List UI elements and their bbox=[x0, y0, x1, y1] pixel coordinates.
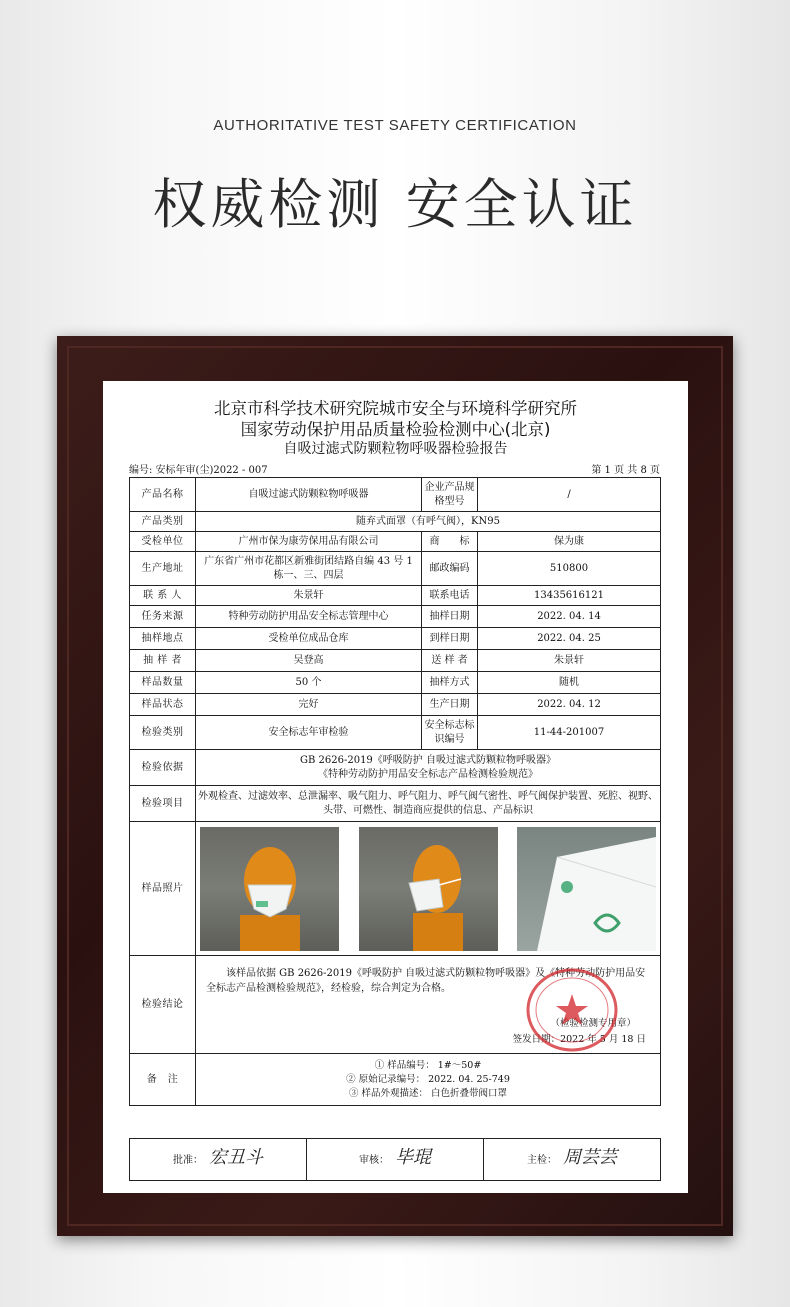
note-line: ③ 样品外观描述： 白色折叠带阀口罩 bbox=[348, 1087, 508, 1099]
conclusion-text: 该样品依据 GB 2626-2019《呼吸防护 自吸过滤式防颗粒物呼吸器》及《特种劳动防护用品安全标志产品检测检验规范》，经检验，综合判定为合格。 bbox=[206, 968, 646, 994]
cell-label: 安全标志标识编号 bbox=[422, 716, 478, 750]
cell-label: 抽样日期 bbox=[422, 606, 478, 628]
cell-label: 联系电话 bbox=[422, 586, 478, 606]
test-report-document bbox=[103, 381, 688, 1193]
cell-label: 抽样地点 bbox=[130, 628, 196, 650]
cell-value: 朱景轩 bbox=[478, 650, 661, 672]
cell-label: 到样日期 bbox=[422, 628, 478, 650]
cell-label: 样品照片 bbox=[130, 822, 196, 956]
stamp-note: （检验检测专用章） bbox=[550, 1018, 636, 1029]
cell-label: 检验依据 bbox=[130, 750, 196, 786]
cell-label: 商 标 bbox=[422, 532, 478, 552]
inspect-signature: 周芸芸 bbox=[563, 1147, 617, 1168]
basis-line: 《特种劳动防护用品安全标志产品检测检验规范》 bbox=[318, 768, 538, 780]
cell-label: 检验类别 bbox=[130, 716, 196, 750]
cell-label: 受检单位 bbox=[130, 532, 196, 552]
inspect-label: 主检： bbox=[527, 1155, 557, 1166]
cell-label: 邮政编码 bbox=[422, 552, 478, 586]
cell-value: 自吸过滤式防颗粒物呼吸器 bbox=[196, 478, 422, 512]
cell-value: 随机 bbox=[478, 672, 661, 694]
approve-label: 批准： bbox=[173, 1155, 203, 1166]
cell-label: 联 系 人 bbox=[130, 586, 196, 606]
cell-label: 产品类别 bbox=[130, 512, 196, 532]
cell-value: 13435616121 bbox=[478, 586, 661, 606]
signature-table bbox=[129, 1138, 661, 1181]
cell-value: 11-44-201007 bbox=[478, 716, 661, 750]
cell-value: 特种劳动防护用品安全标志管理中心 bbox=[196, 606, 422, 628]
cell-label: 检验项目 bbox=[130, 786, 196, 822]
notes-cell bbox=[196, 1054, 661, 1106]
cell-value: 2022. 04. 12 bbox=[478, 694, 661, 716]
page-info: 第 1 页 共 8 页 bbox=[591, 465, 660, 476]
cell-value: 广州市保为康劳保用品有限公司 bbox=[196, 532, 422, 552]
cell-label: 送 样 者 bbox=[422, 650, 478, 672]
cell-value: 2022. 04. 25 bbox=[478, 628, 661, 650]
page-title: 权威检测 安全认证 bbox=[152, 173, 638, 236]
cell-value: 50 个 bbox=[196, 672, 422, 694]
approve-cell bbox=[130, 1139, 307, 1181]
review-cell bbox=[307, 1139, 484, 1181]
sample-photo-front bbox=[200, 827, 339, 951]
sample-photo-side bbox=[359, 827, 498, 951]
cell-label: 产品名称 bbox=[130, 478, 196, 512]
cell-value: 保为康 bbox=[478, 532, 661, 552]
cell-label: 样品状态 bbox=[130, 694, 196, 716]
cell-label: 抽 样 者 bbox=[130, 650, 196, 672]
org-name-line1: 北京市科学技术研究院城市安全与环境科学研究所 bbox=[214, 399, 577, 418]
cell-value bbox=[196, 750, 661, 786]
cell-label: 生产地址 bbox=[130, 552, 196, 586]
cell-label: 备 注 bbox=[130, 1054, 196, 1106]
cell-label: 样品数量 bbox=[130, 672, 196, 694]
conclusion-cell bbox=[196, 956, 661, 1054]
basis-line: GB 2626-2019《呼吸防护 自吸过滤式防颗粒物呼吸器》 bbox=[300, 754, 556, 766]
cell-value: 510800 bbox=[478, 552, 661, 586]
inspect-cell bbox=[484, 1139, 661, 1181]
cell-label: 生产日期 bbox=[422, 694, 478, 716]
photo-cell bbox=[196, 822, 661, 956]
cell-value: 外观检查、过滤效率、总泄漏率、吸气阻力、呼气阻力、呼气阀气密性、呼气阀保护装置、死腔、视野、头带、可燃性、制造商应提供的信息、产品标识 bbox=[196, 786, 661, 822]
sample-photo-closeup bbox=[517, 827, 656, 951]
report-number: 编号: 安标年审(尘)2022 - 007 bbox=[129, 465, 268, 476]
review-label: 审核： bbox=[359, 1155, 389, 1166]
review-signature: 毕琨 bbox=[395, 1147, 431, 1168]
cell-value: 广东省广州市花都区新雅街团结路自编 43 号 1 栋一、三、四层 bbox=[196, 552, 422, 586]
report-table bbox=[129, 477, 661, 1106]
report-title: 自吸过滤式防颗粒物呼吸器检验报告 bbox=[283, 441, 508, 457]
cell-value: 安全标志年审检验 bbox=[196, 716, 422, 750]
page-subtitle: AUTHORITATIVE TEST SAFETY CERTIFICATION bbox=[213, 117, 577, 134]
cell-label: 抽样方式 bbox=[422, 672, 478, 694]
cell-label: 企业产品规格型号 bbox=[422, 478, 478, 512]
cell-value: / bbox=[478, 478, 661, 512]
cell-value: 吴登高 bbox=[196, 650, 422, 672]
note-line: ① 样品编号： 1#～50# bbox=[374, 1059, 482, 1071]
cell-label: 检验结论 bbox=[130, 956, 196, 1054]
cell-value: 朱景轩 bbox=[196, 586, 422, 606]
cell-label: 任务来源 bbox=[130, 606, 196, 628]
org-name-line2: 国家劳动保护用品质量检验检测中心(北京) bbox=[240, 420, 551, 439]
note-line: ② 原始记录编号： 2022. 04. 25-749 bbox=[346, 1073, 510, 1085]
official-seal-icon bbox=[524, 966, 620, 1054]
issue-date: 签发日期：2022 年 5 月 18 日 bbox=[512, 1034, 646, 1045]
cell-value: 2022. 04. 14 bbox=[478, 606, 661, 628]
cell-value: 完好 bbox=[196, 694, 422, 716]
cell-value: 随弃式面罩（有呼气阀），KN95 bbox=[196, 512, 661, 532]
approve-signature: 宏丑斗 bbox=[209, 1147, 263, 1168]
cell-value: 受检单位成品仓库 bbox=[196, 628, 422, 650]
